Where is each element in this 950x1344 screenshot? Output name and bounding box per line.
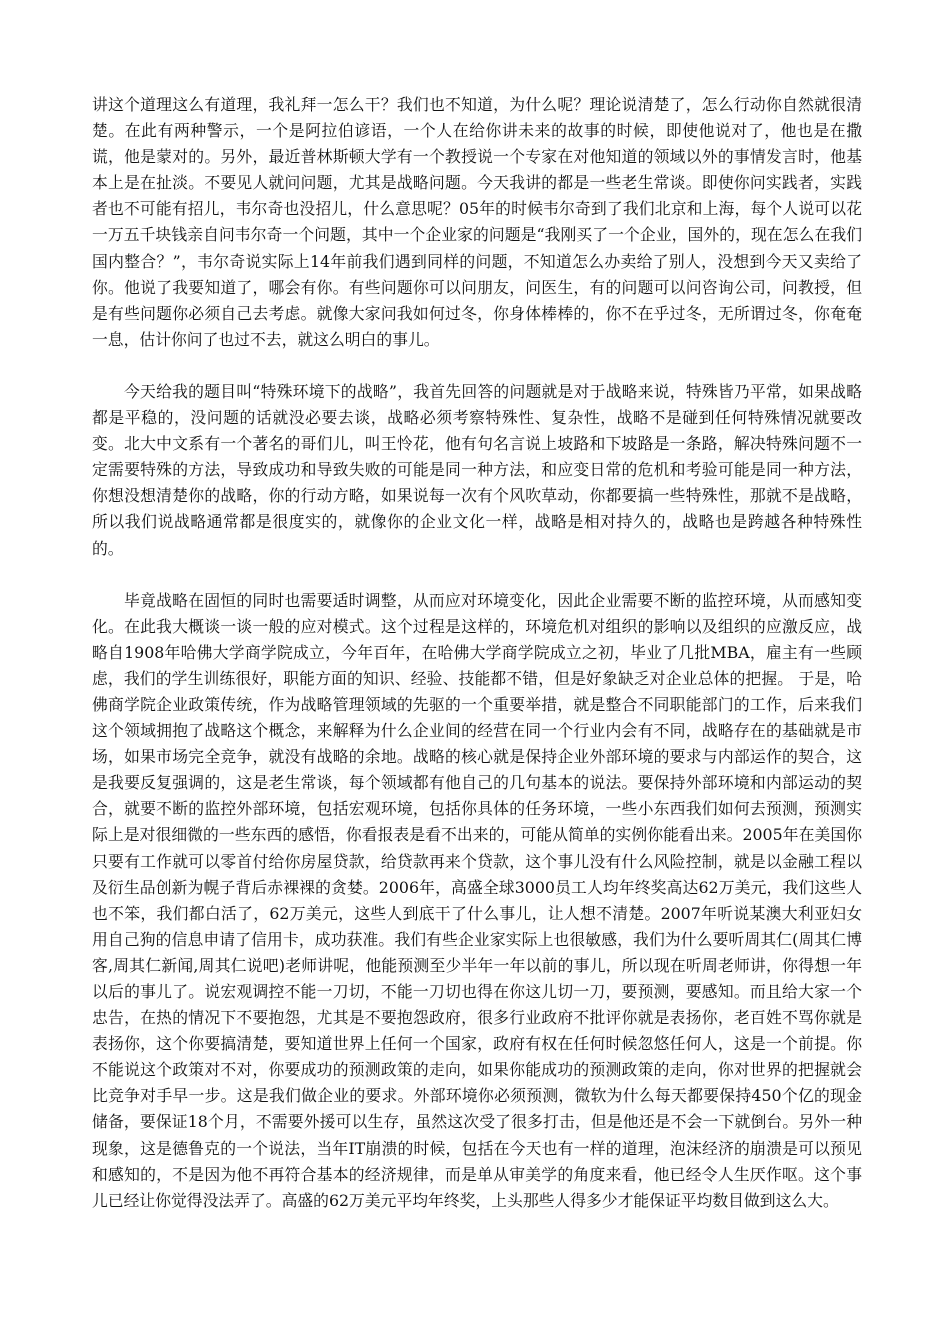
document-page (92, 92, 862, 1214)
paragraph-1: 讲这个道理这么有道理，我礼拜一怎么干？我们也不知道，为什么呢？理论说清楚了，怎么行动你自然就很清楚。在此有两种警示，一个是阿拉伯谚语，一个人在给你讲未来的故事的时候，即使他说对了，他也是在撒谎，他是蒙对的。另外，最近普林斯顿大学有一个教授说一个专家在对他知道的领域以外的事情发言时，他基本上是在扯淡。不要见人就问问题，尤其是战略问题。今天我讲的都是一些老生常谈。即使你问实践者，实践者也不可能有招儿，韦尔奇也没招儿，什么意思呢？05年的时候韦尔奇到了我们北京和上海，每个人说可以花一万五千块钱亲自问韦尔奇一个问题，其中一个企业家的问题是“我刚买了一个企业，国外的，现在怎么在我们国内整合？”，韦尔奇说实际上14年前我们遇到同样的问题，不知道怎么办卖给了别人，没想到今天又卖给了你。他说了我要知道了，哪会有你。有些问题你可以问朋友，问医生，有的问题可以问咨询公司，问教授，但是有些问题你必须自己去考虑。就像大家问我如何过冬，你身体棒棒的，你不在乎过冬，无所谓过冬，你奄奄一息，估计你问了也过不去，就这么明白的事儿。 (92, 95, 862, 349)
paragraph-2: 今天给我的题目叫“特殊环境下的战略”，我首先回答的问题就是对于战略来说，特殊皆乃平常，如果战略都是平稳的，没问题的话就没必要去谈，战略必须考察特殊性、复杂性，战略不是碰到任何特殊情况就要改变。北大中文系有一个著名的哥们儿，叫王怜花，他有句名言说上坡路和下坡路是一条路，解决特殊问题不一定需要特殊的方法，导致成功和导致失败的可能是同一种方法，和应变日常的危机和考验可能是同一种方法，你想没想清楚你的战略，你的行动方略，如果说每一次有个风吹草动，你都要搞一些特殊性，那就不是战略，所以我们说战略通常都是很度实的，就像你的企业文化一样，战略是相对持久的，战略也是跨越各种特殊性的。 (92, 381, 862, 558)
paragraph-spacer (92, 562, 862, 588)
paragraph-spacer (92, 353, 862, 379)
paragraph-3: 毕竟战略在固恒的同时也需要适时调整，从而应对环境变化，因此企业需要不断的监控环境，从而感知变化。在此我大概谈一谈一般的应对模式。这个过程是这样的，环境危机对组织的影响以及组织的应激反应，战略自1908年哈佛大学商学院成立，今年百年，在哈佛大学商学院成立之初，毕业了几批MBA，雇主有一些顾虑，我们的学生训练很好，职能方面的知识、经验、技能都不错，但是好象缺乏对企业总体的把握。 于是，哈佛商学院企业政策传统，作为战略管理领域的先驱的一个重要举措，就是整合不同职能部门的工作，后来我们这个领域拥抱了战略这个概念，来解释为什么企业间的经营在同一个行业内会有不同，战略存在的基础就是市场，如果市场完全竞争，就没有战略的余地。战略的核心就是保持企业外部环境的要求与内部运作的契合，这是我要反复强调的，这是老生常谈，每个领域都有他自己的几句基本的说法。要保持外部环境和内部运动的契合，就要不断的监控外部环境，包括宏观环境，包括你具体的任务环境，一些小东西我们如何去预测，预测实际上是对很细微的一些东西的感悟，你看报表是看不出来的，可能从简单的实例你能看出来。2005年在美国你只要有工作就可以零首付给你房屋贷款，给贷款再来个贷款，这个事儿没有什么风险控制，就是以金融工程以及衍生品创新为幌子背后赤裸裸的贪婪。2006年，高盛全球3000员工人均年终奖高达62万美元，我们这些人也不笨，我们都白活了，62万美元，这些人到底干了什么事儿，让人想不清楚。2007年听说某澳大利亚妇女用自己狗的信息申请了信用卡，成功获准。我们有些企业家实际上也很敏感，我们为什么要听周其仁(周其仁博客,周其仁新闻,周其仁说吧)老师讲呢，他能预测至少半年一年以前的事儿，所以现在听周老师讲，你得想一年以后的事儿了。说宏观调控不能一刀切，不能一刀切也得在你这儿切一刀，要预测，要感知。而且给大家一个忠告，在热的情况下不要抱怨，尤其是不要抱怨政府，很多行业政府不批评你就是表扬你，老百姓不骂你就是表扬你，这个你要搞清楚，要知道世界上任何一个国家，政府有权在任何时候忽悠任何人，这是一个前提。你不能说这个政策对不对，你要成功的预测政策的走向，如果你能成功的预测政策的走向，你对世界的把握就会比竞争对手早一步。这是我们做企业的要求。外部环境你必须预测，微软为什么每天都要保持450个亿的现金储备，要保证18个月，不需要外援可以生存，虽然这次受了很多打击，但是他还是不会一下就倒台。另外一种现象，这是德鲁克的一个说法，当年IT崩溃的时候，包括在今天也有一样的道理，泡沫经济的崩溃是可以预见和感知的，不是因为他不再符合基本的经济规律，而是单从审美学的角度来看，他已经令人生厌作呕。这个事儿已经让你觉得没法弄了。高盛的62万美元平均年终奖，上头那些人得多少才能保证平均数目做到这么大。 (92, 590, 862, 1210)
